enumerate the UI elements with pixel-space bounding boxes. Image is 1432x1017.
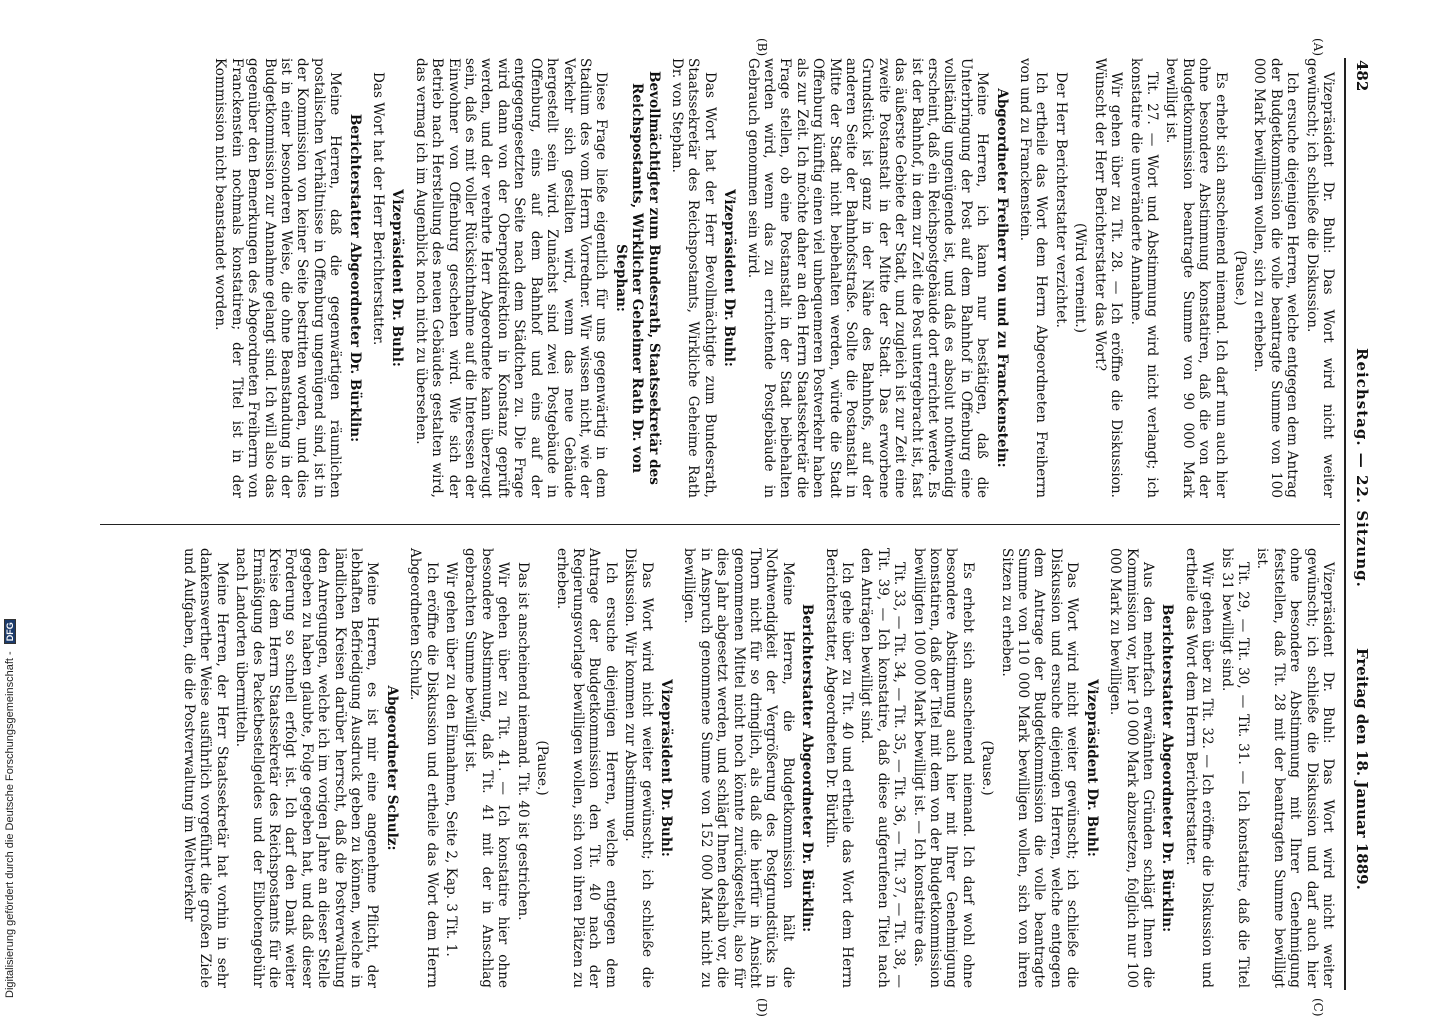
margin-mark-a: (A) bbox=[1311, 38, 1325, 57]
paragraph: Es erhebt sich anscheinend niemand. Ich darf nun auch hier ohne besondere Abstimmung konstatiren, daß die von der Budgetkommission beantragte Summe von 90 000 Mark bewilligt ist. bbox=[1163, 58, 1229, 498]
paragraph: Das Wort hat der Herr Bevollmächtigte zum Bundesrath, Staatssekretär des Reichspostamts, Wirkliche Geheime Rath Dr. von Stephan. bbox=[668, 58, 718, 498]
left-column bbox=[209, 58, 1336, 498]
paragraph: Wir gehen über zu den Einnahmen, Seite 2, Kap. 3 Tit. 1. bbox=[443, 562, 460, 957]
paragraph: Wir gehen über zu Tit. 28. — Ich eröffne die Diskussion. Wünscht der Herr Berichterstatter das Wort? bbox=[1091, 58, 1125, 498]
paragraph: Meine Herren, es ist mir eine angenehme Pflicht, der lebhaften Befriedigung Ausdruck geben zu können, welche in ländlichen Kreisen darüber herrscht, daß die Postverwaltung den Anregungen, welche ich im vorigen Jahre an dieser Stelle gegeben zu haben glaubte, Folge gegeben hat, und daß dieser Forderung so schnell erfolgt ist. Ich darf den Dank weiter Kreise dem Herrn Staatssekretär des Reichspostamts für die Ermäßigung des Packetbestellgeldes und der Eilbotengebühr nach Landorten übermitteln. bbox=[233, 548, 381, 988]
header-title: Reichstag. — 22. Sitzung. bbox=[1353, 348, 1371, 588]
stage-note: (Pause.) bbox=[1231, 250, 1248, 306]
credit-text: Digitalisierung gefördert durch die Deutsche Forschungsgemeinschaft - bbox=[4, 651, 16, 998]
right-column bbox=[178, 548, 1336, 988]
margin-mark-d: (D) bbox=[755, 998, 769, 1017]
paragraph: Ich ersuche diejenigen Herren, welche entgegen dem Antrag der Budgetkommission die volle beantragte Summe von 100 000 Mark bewilligen wollen, sich zu erheben. bbox=[1251, 58, 1301, 498]
speaker-heading: Berichterstatter Abgeordneter Dr. Bürklin: bbox=[799, 603, 816, 933]
margin-mark-b: (B) bbox=[755, 38, 769, 57]
paragraph: Tit. 29, — Tit. 30, — Tit. 31. — Ich konstatire, daß die Titel bis 31 bewilligt sind. bbox=[1218, 548, 1251, 988]
paragraph: Aus den mehrfach erwähnten Gründen schlägt Ihnen die Kommission vor, hier 10 000 Mark abzusetzen, folglich nur 100 000 Mark zu bewilligen. bbox=[1107, 548, 1156, 988]
paragraph: Vizepräsident Dr. Buhl: Das Wort wird nicht weiter gewünscht; ich schließe die Diskussion. bbox=[1303, 58, 1336, 498]
stage-note: (Pause.) bbox=[979, 740, 996, 796]
paragraph: Das Wort wird nicht weiter gewünscht; ich schließe die Diskussion und ersuche diejenigen Herren, welche entgegen dem Antrage der Budgetkommission die volle beantragte Summe von 110 000 Mark bewilligen wollen, sich von ihren Sitzen zu erheben. bbox=[998, 548, 1081, 988]
paragraph: Tit. 33, — Tit. 34, — Tit. 35, — Tit. 36, — Tit. 37, — Tit. 38, — Tit. 39, — Ich konstatire, daß diese aufgerufenen Titel nach den Anträgen bewilligt sind. bbox=[858, 548, 908, 988]
paragraph: Das Wort wird nicht weiter gewünscht; ich schließe die Diskussion. Wir kommen zur Abstimmung. bbox=[622, 548, 655, 988]
paragraph: Ich ertheile das Wort dem Herrn Abgeordneten Freiherrn von und zu Franckenstein. bbox=[1017, 58, 1050, 498]
paragraph: Der Herr Berichterstatter verzichtet. bbox=[1052, 72, 1069, 328]
speaker-heading: Berichterstatter Abgeordneter Dr. Bürklin: bbox=[1159, 603, 1176, 933]
paragraph: Wir gehen über zu Tit. 41. — Ich konstatire hier ohne besondere Abstimmung, daß Tit. 41 mit der in Anschlag gebrachten Summe bewilligt ist. bbox=[462, 548, 512, 988]
paragraph: Vizepräsident Dr. Buhl: Das Wort wird nicht weiter gewünscht; ich schließe die Diskussion und darf auch hier ohne besondere Abstimmung mit Ihrer Genehmigung feststellen, daß Tit. 28 mit der beantragten Summe bewilligt ist. bbox=[1254, 548, 1336, 988]
speaker-heading: Vizepräsident Dr. Buhl: bbox=[1083, 679, 1100, 857]
paragraph: Meine Herren, die Budgetkommission hält die Nothwendigkeit der Vergrößerung des Postgrundstücks in Thorn nicht für so dringlich, als daß die hierfür in Ansicht genommenen Mittel nicht noch könnte zurückgestellt, also für dies Jahr abgesetzt werden, und schlägt Ihnen deshalb vor, die in Anspruch genommene Summe von 152 000 Mark nicht zu bewilligen. bbox=[681, 548, 796, 988]
speaker-heading: Abgeordneter Schulz: bbox=[383, 685, 400, 851]
speaker-heading: Vizepräsident Dr. Buhl: bbox=[721, 189, 738, 367]
paragraph: Diese Frage ließe eigentlich für uns gegenwärtig in dem Stadium des vom Herrn Vorredner. Wir wissen nicht, wie der Verkehr sich gestalten wird, wenn das neue Gebäude hergestellt sein wird. Zunächst sind zwei Postgebäude in Offenburg, eins auf dem Bahnhof und eins auf der entgegengesetzten Seite nach dem Städtchen zu. Die Frage wird dann von der Oberpostdirektion in Konstanz geprüft werden, und der verehrte Herr Abgeordnete kann überzeugt sein, daß es mit voller Rücksichtnahme auf die Interessen der Einwohner von Offenburg geschehen wird. Wie sich der Betrieb nach Herstellung des neuen Gebäudes gestalten wird, das vermag ich im Augenblick noch nicht zu übersehen. bbox=[412, 58, 610, 498]
speaker-heading: Berichterstatter Abgeordneter Dr. Bürklin: bbox=[346, 113, 363, 443]
rotated-page-content bbox=[80, 38, 1371, 1017]
page-number: 482 bbox=[1353, 60, 1371, 92]
paragraph: Meine Herren, der Herr Staatssekretär hat vorhin in sehr dankenswerther Weise ausführlich vorgeführt die großen Ziele und Aufgaben, die die Postverwaltung im Weltverkehr bbox=[181, 548, 230, 988]
paragraph: Das ist anscheinend niemand. Tit. 40 ist gestrichen. bbox=[514, 562, 531, 921]
margin-mark-c: (C) bbox=[1311, 998, 1325, 1017]
column-divider bbox=[100, 524, 1340, 525]
paragraph: Meine Herren, daß die gegenwärtigen räumlichen postalischen Verhältnisse in Offenburg ungenügend sind, ist in der Kommission von keiner Seite bestritten worden, und dies ist in einer besonderen Weise, die ohne Beanstandung in der Budgetkommission zur Annahme gelangt sind. Ich will also das gegenüber den Bemerkungen des Abgeordneten Freiherrn von Franckenstein nochmals konstatiren; der Titel ist in der Kommission nicht beanstandet worden. bbox=[212, 58, 344, 498]
speaker-heading: Abgeordneter Freiherr von und zu Franckenstein: bbox=[993, 88, 1010, 468]
header-date: Freitag den 18. Januar 1889. bbox=[1353, 648, 1371, 890]
speaker-heading: Vizepräsident Dr. Buhl: bbox=[657, 679, 674, 857]
paragraph: Wir gehen über zu Tit. 32. — Ich eröffne die Diskussion und ertheile das Wort dem Herrn Berichterstatter. bbox=[1182, 548, 1216, 988]
paragraph: Tit. 27. — Wort und Abstimmung wird nicht verlangt; ich konstatire die unveränderte Annahme. bbox=[1127, 58, 1160, 498]
speaker-heading: Vizepräsident Dr. Buhl: bbox=[389, 189, 406, 367]
paragraph: Ich eröffne die Diskussion und ertheile das Wort dem Herrn Abgeordneten Schulz. bbox=[407, 548, 440, 988]
stage-note: (Pause.) bbox=[534, 740, 551, 796]
paragraph: Das Wort hat der Herr Berichterstatter. bbox=[370, 72, 387, 346]
running-header bbox=[1348, 58, 1370, 990]
paragraph: Ich ersuche diejenigen Herren, welche entgegen dem Antrage der Budgetkommission den Tit. 40 nach der Regierungsvorlage bewilligen wollen, sich von ihren Plätzen zu erheben. bbox=[553, 548, 619, 988]
dfg-logo: DFG bbox=[4, 619, 16, 644]
paragraph: Es erhebt sich anscheinend niemand. Ich darf wohl ohne besondere Abstimmung auch hier mit Ihrer Genehmigung konstatiren, daß der Titel mit dem von der Budgetkommission bewilligten 100 000 Mark bewilligt ist. — Ich konstatire das. bbox=[910, 548, 976, 988]
paragraph: Meine Herren, ich kann nur bestätigen, daß die Unterbringung der Post auf dem Bahnhof in Offenburg eine vollständig ungenügende ist, und daß es absolut nothwendig erscheint, daß ein Reichspostgebäude dort errichtet werde. Es ist der Bahnhof, in dem zur Zeit die Post untergebracht ist, fast das äußerste Gebiete der Stadt, und zugleich ist zur Zeit eine zweite Postanstalt in der Mitte der Stadt. Das erworbene Grundstück ist ganz in der Nähe des Bahnhofs, auf der anderen Seite der Bahnhofsstraße. Sollte die Postanstalt in Mitte der Stadt nicht beibehalten werden, würde die Stadt Offenburg künftig einen viel unbequemeren Postverkehr haben als zur Zeit. Ich möchte daher an den Herrn Staatssekretär die Frage stellen, ob eine Postanstalt in der Stadt beibehalten werden wird, wenn das zu errichtende Postgebäude in Gebrauch genommen sein wird. bbox=[744, 58, 991, 498]
speaker-heading: Bevollmächtigter zum Bundesrath, Staatssekretär des Reichspostamts, Wirklicher Geheimer Rath Dr. von Stephan: bbox=[612, 71, 662, 485]
stage-note: (Wird verneint.) bbox=[1072, 222, 1089, 334]
digitization-credit bbox=[4, 619, 16, 998]
header-rule bbox=[1344, 58, 1346, 990]
paragraph: Ich gehe über zu Tit. 40 und ertheile das Wort dem Herrn Berichterstatter, Abgeordneten Dr. Bürklin. bbox=[822, 548, 856, 988]
